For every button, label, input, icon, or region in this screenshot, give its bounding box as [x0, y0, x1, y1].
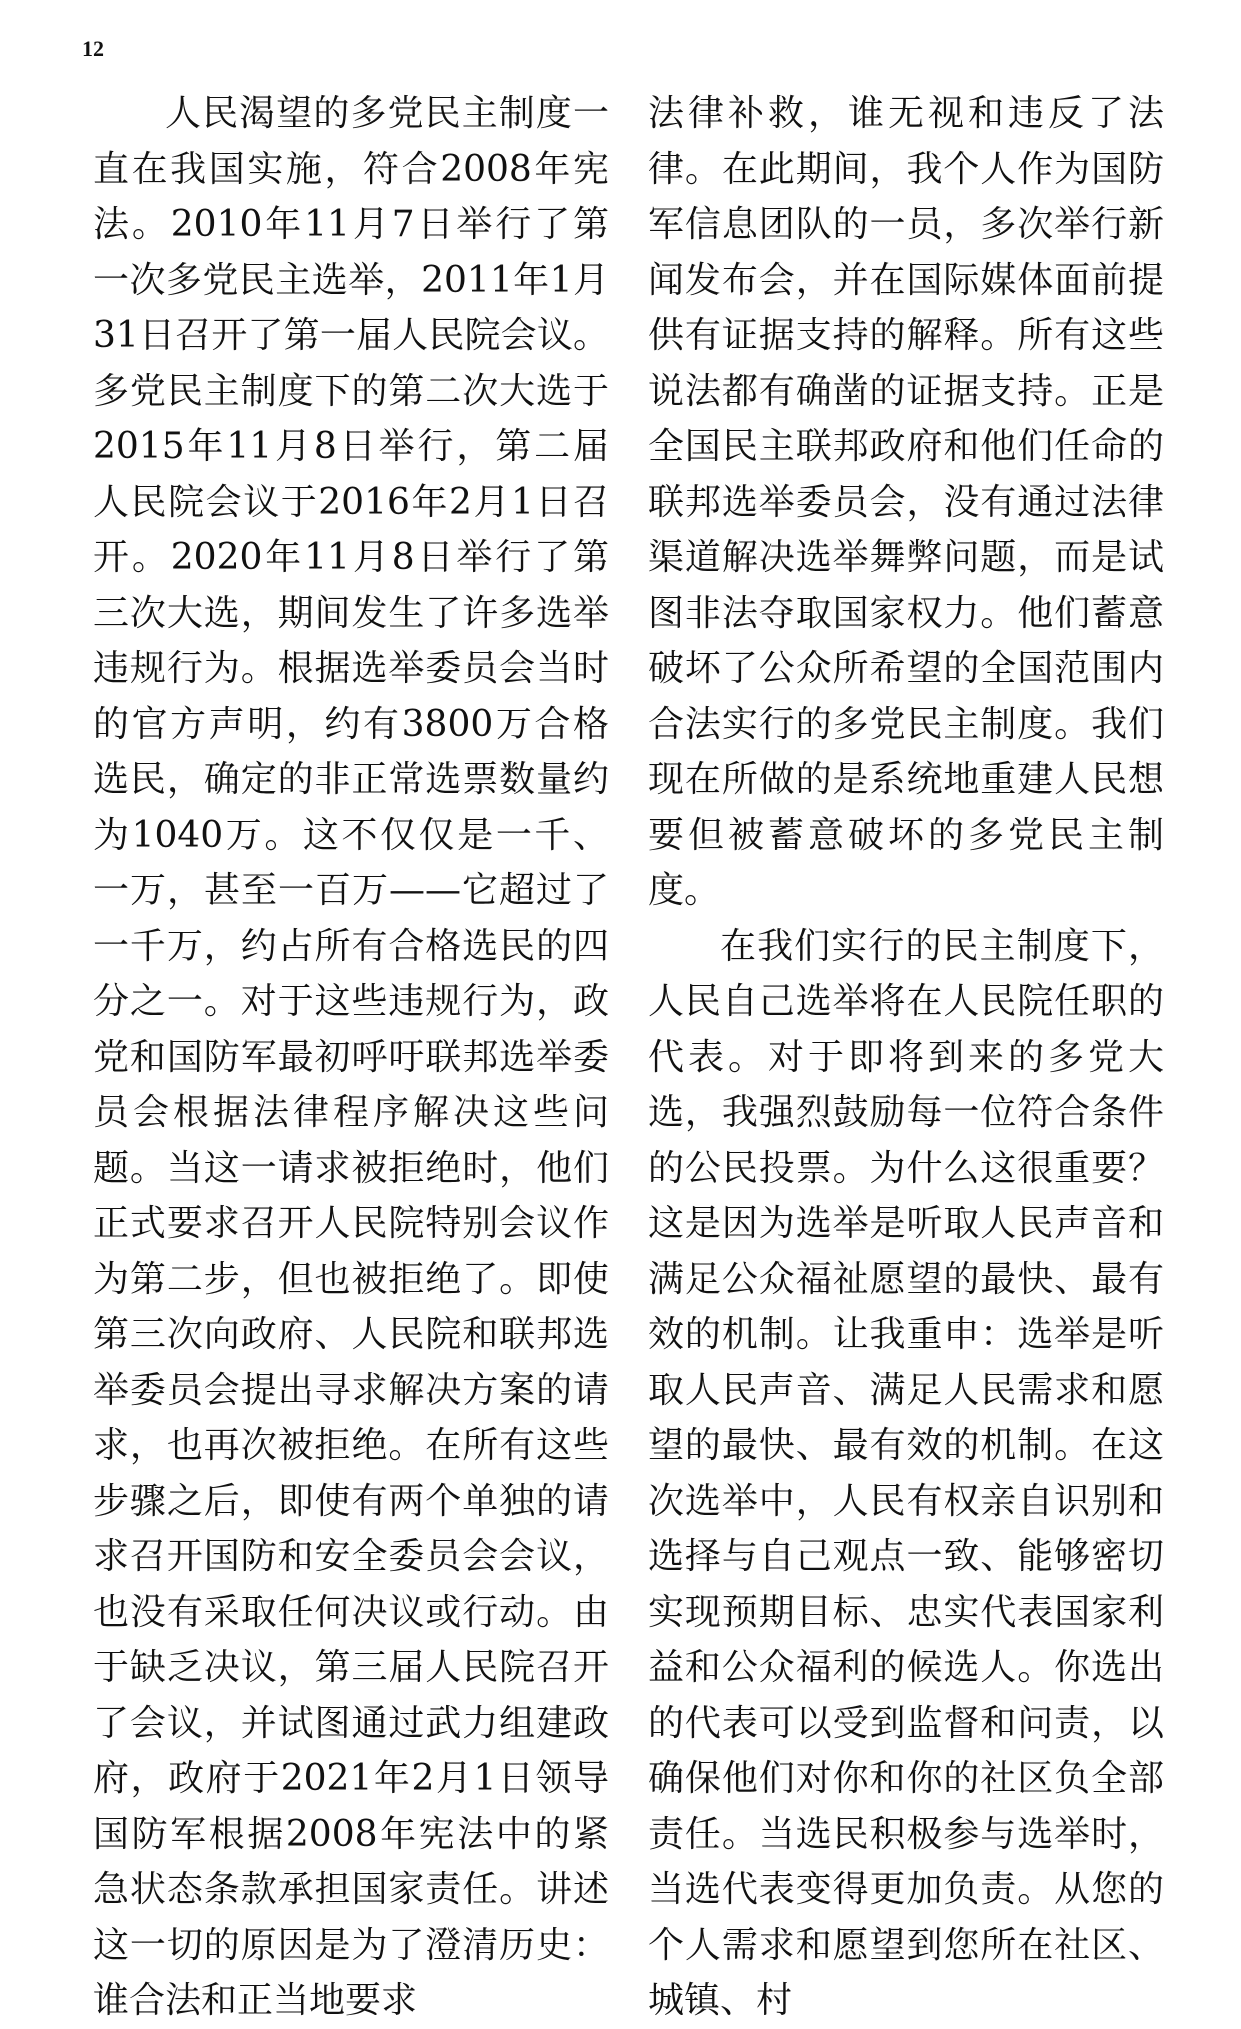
- body-paragraph: 人民渴望的多党民主制度一直在我国实施，符合2008年宪法。2010年11月7日举行了第一次多党民主选举，2011年1月31日召开了第一届人民院会议。多党民主制度下的第二次大选于2015年11月8日举行，第二届人民院会议于2016年2月1日召开。2020年11月8日举行了第三次大选，期间发生了许多选举违规行为。根据选举委员会当时的官方声明，约有3800万合格选民，确定的非正常选票数量约为1040万。这不仅仅是一千、一万，甚至一百万——它超过了一千万，约占所有合格选民的四分之一。对于这些违规行为，政党和国防军最初呼吁联邦选举委员会根据法律程序解决这些问题。当这一请求被拒绝时，他们正式要求召开人民院特别会议作为第二步，但也被拒绝了。即使第三次向政府、人民院和联邦选举委员会提出寻求解决方案的请求，也再次被拒绝。在所有这些步骤之后，即使有两个单独的请求召开国防和安全委员会会议，也没有采取任何决议或行动。由于缺乏决议，第三届人民院召开了会议，并试图通过武力组建政府，政府于2021年2月1日领导国防军根据2008年宪法中的紧急状态条款承担国家责任。讲述这一切的原因是为了澄清历史：谁合法和正当地要求: [93, 93, 609, 2021]
- body-paragraph: 在我们实行的民主制度下，人民自己选举将在人民院任职的代表。对于即将到来的多党大选，我强烈鼓励每一位符合条件的公民投票。为什么这很重要？这是因为选举是听取人民声音和满足公众福祉愿望的最快、最有效的机制。让我重申：选举是听取人民声音、满足人民需求和愿望的最快、最有效的机制。在这次选举中，人民有权亲自识别和选择与自己观点一致、能够密切实现预期目标、忠实代表国家利益和公众福利的候选人。你选出的代表可以受到监督和问责，以确保他们对你和你的社区负全部责任。当选民积极参与选举时，当选代表变得更加负责。从您的个人需求和愿望到您所在社区、城镇、村: [648, 925, 1164, 2021]
- right-column: [648, 86, 1164, 2029]
- page-number: 12: [82, 36, 104, 61]
- left-column: [93, 86, 609, 2029]
- body-paragraph-continuation: 法律补救，谁无视和违反了法律。在此期间，我个人作为国防军信息团队的一员，多次举行新闻发布会，并在国际媒体面前提供有证据支持的解释。所有这些说法都有确凿的证据支持。正是全国民主联邦政府和他们任命的联邦选举委员会，没有通过法律渠道解决选举舞弊问题，而是试图非法夺取国家权力。他们蓄意破坏了公众所希望的全国范围内合法实行的多党民主制度。我们现在所做的是系统地重建人民想要但被蓄意破坏的多党民主制度。: [648, 93, 1164, 911]
